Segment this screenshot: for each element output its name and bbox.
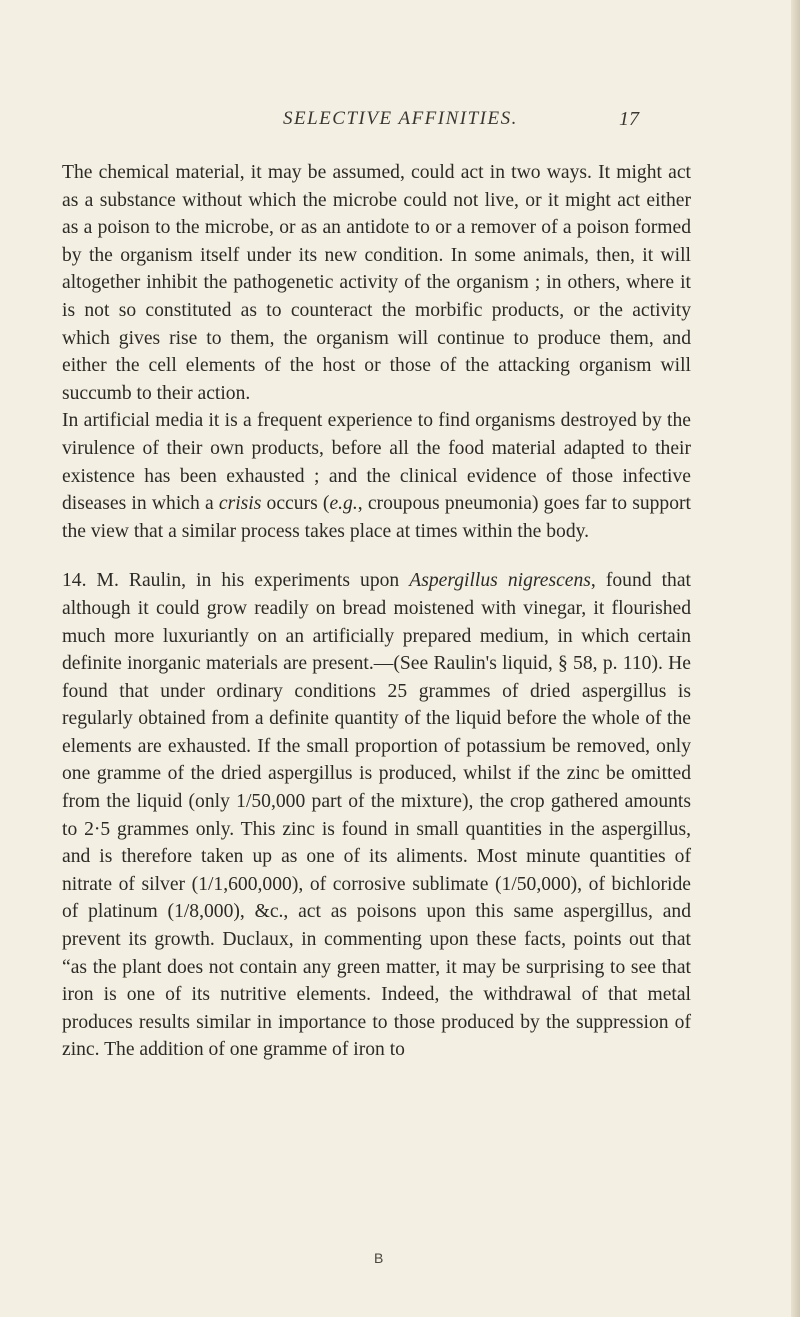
- italic-species-name: Aspergillus nigrescens: [409, 570, 591, 592]
- page-edge: [791, 0, 800, 1317]
- fraction-sublimate: 1/50,000: [501, 873, 571, 895]
- fraction-platinum: 1/8,000: [174, 901, 234, 923]
- italic-crisis: crisis: [218, 493, 262, 515]
- fraction-silver: 1/1,600,000: [198, 873, 292, 895]
- paragraph-artificial-media: In artificial media it is a frequent experience to find organisms destroyed by the virulence of their own products, before all the food material adapted to their existence has been exhausted ; and the clinical evidence of those infective diseases in which a crisis occurs (e.g., croupous pneumonia) goes far to support the view that a similar process takes place at times within the body.: [62, 410, 691, 542]
- running-head: SELECTIVE AFFINITIES.: [283, 108, 518, 129]
- signature-mark: B: [374, 1250, 384, 1266]
- fraction-zinc: 1/50,000: [236, 791, 306, 813]
- italic-eg: e.g.: [329, 493, 358, 515]
- paragraph-raulin: 14. M. Raulin, in his experiments upon Aspergillus nigrescens, found that although it could grow readily on bread moistened with vinegar, it flourished much more luxuriantly on an artificially prepared medium, in which certain definite inorganic materials are present.—(See Raulin's liquid, § 58, p. 110). He found that under ordinary conditions 25 grammes of dried aspergillus is regularly obtained from a definite quantity of the liquid before the whole of the elements are exhausted. If the small proportion of potassium be removed, only one gramme of the dried aspergillus is produced, whilst if the zinc be omitted from the liquid (only 1/50,000 part of the mixture), the crop gathered amounts to 2·5 grammes only. This zinc is found in small quantities in the aspergillus, and is therefore taken up as one of its aliments. Most minute quantities of nitrate of silver (1/1,600,000), of corrosive sublimate (1/50,000), of bichloride of platinum (1/8,000), &c., act as poisons upon this same aspergillus, and prevent its growth. Duclaux, in commenting upon these facts, points out that “as the plant does not contain any green matter, it may be surprising to see that iron is one of its nutritive elements. Indeed, the withdrawal of that metal produces results similar in importance to those produced by the suppression of zinc. The addition of one gramme of iron to: [62, 570, 692, 1061]
- page-number: 17: [619, 108, 639, 130]
- page-header: [0, 108, 800, 138]
- body-text: [62, 159, 691, 1064]
- paragraph-chemical-material: The chemical material, it may be assumed, could act in two ways. It might act as a substance without which the microbe could not live, or it might act either as a poison to the microbe, or as an antidote to or a remover of a poison formed by the organism itself under its new condition. In some animals, then, it will altogether inhibit the pathogenetic activity of the organism ; in others, where it is not so constituted as to counteract the morbific products, or the activity which gives rise to them, the organism will continue to produce them, and either the cell elements of the host or those of the attacking organism will succumb to their action.: [62, 162, 691, 404]
